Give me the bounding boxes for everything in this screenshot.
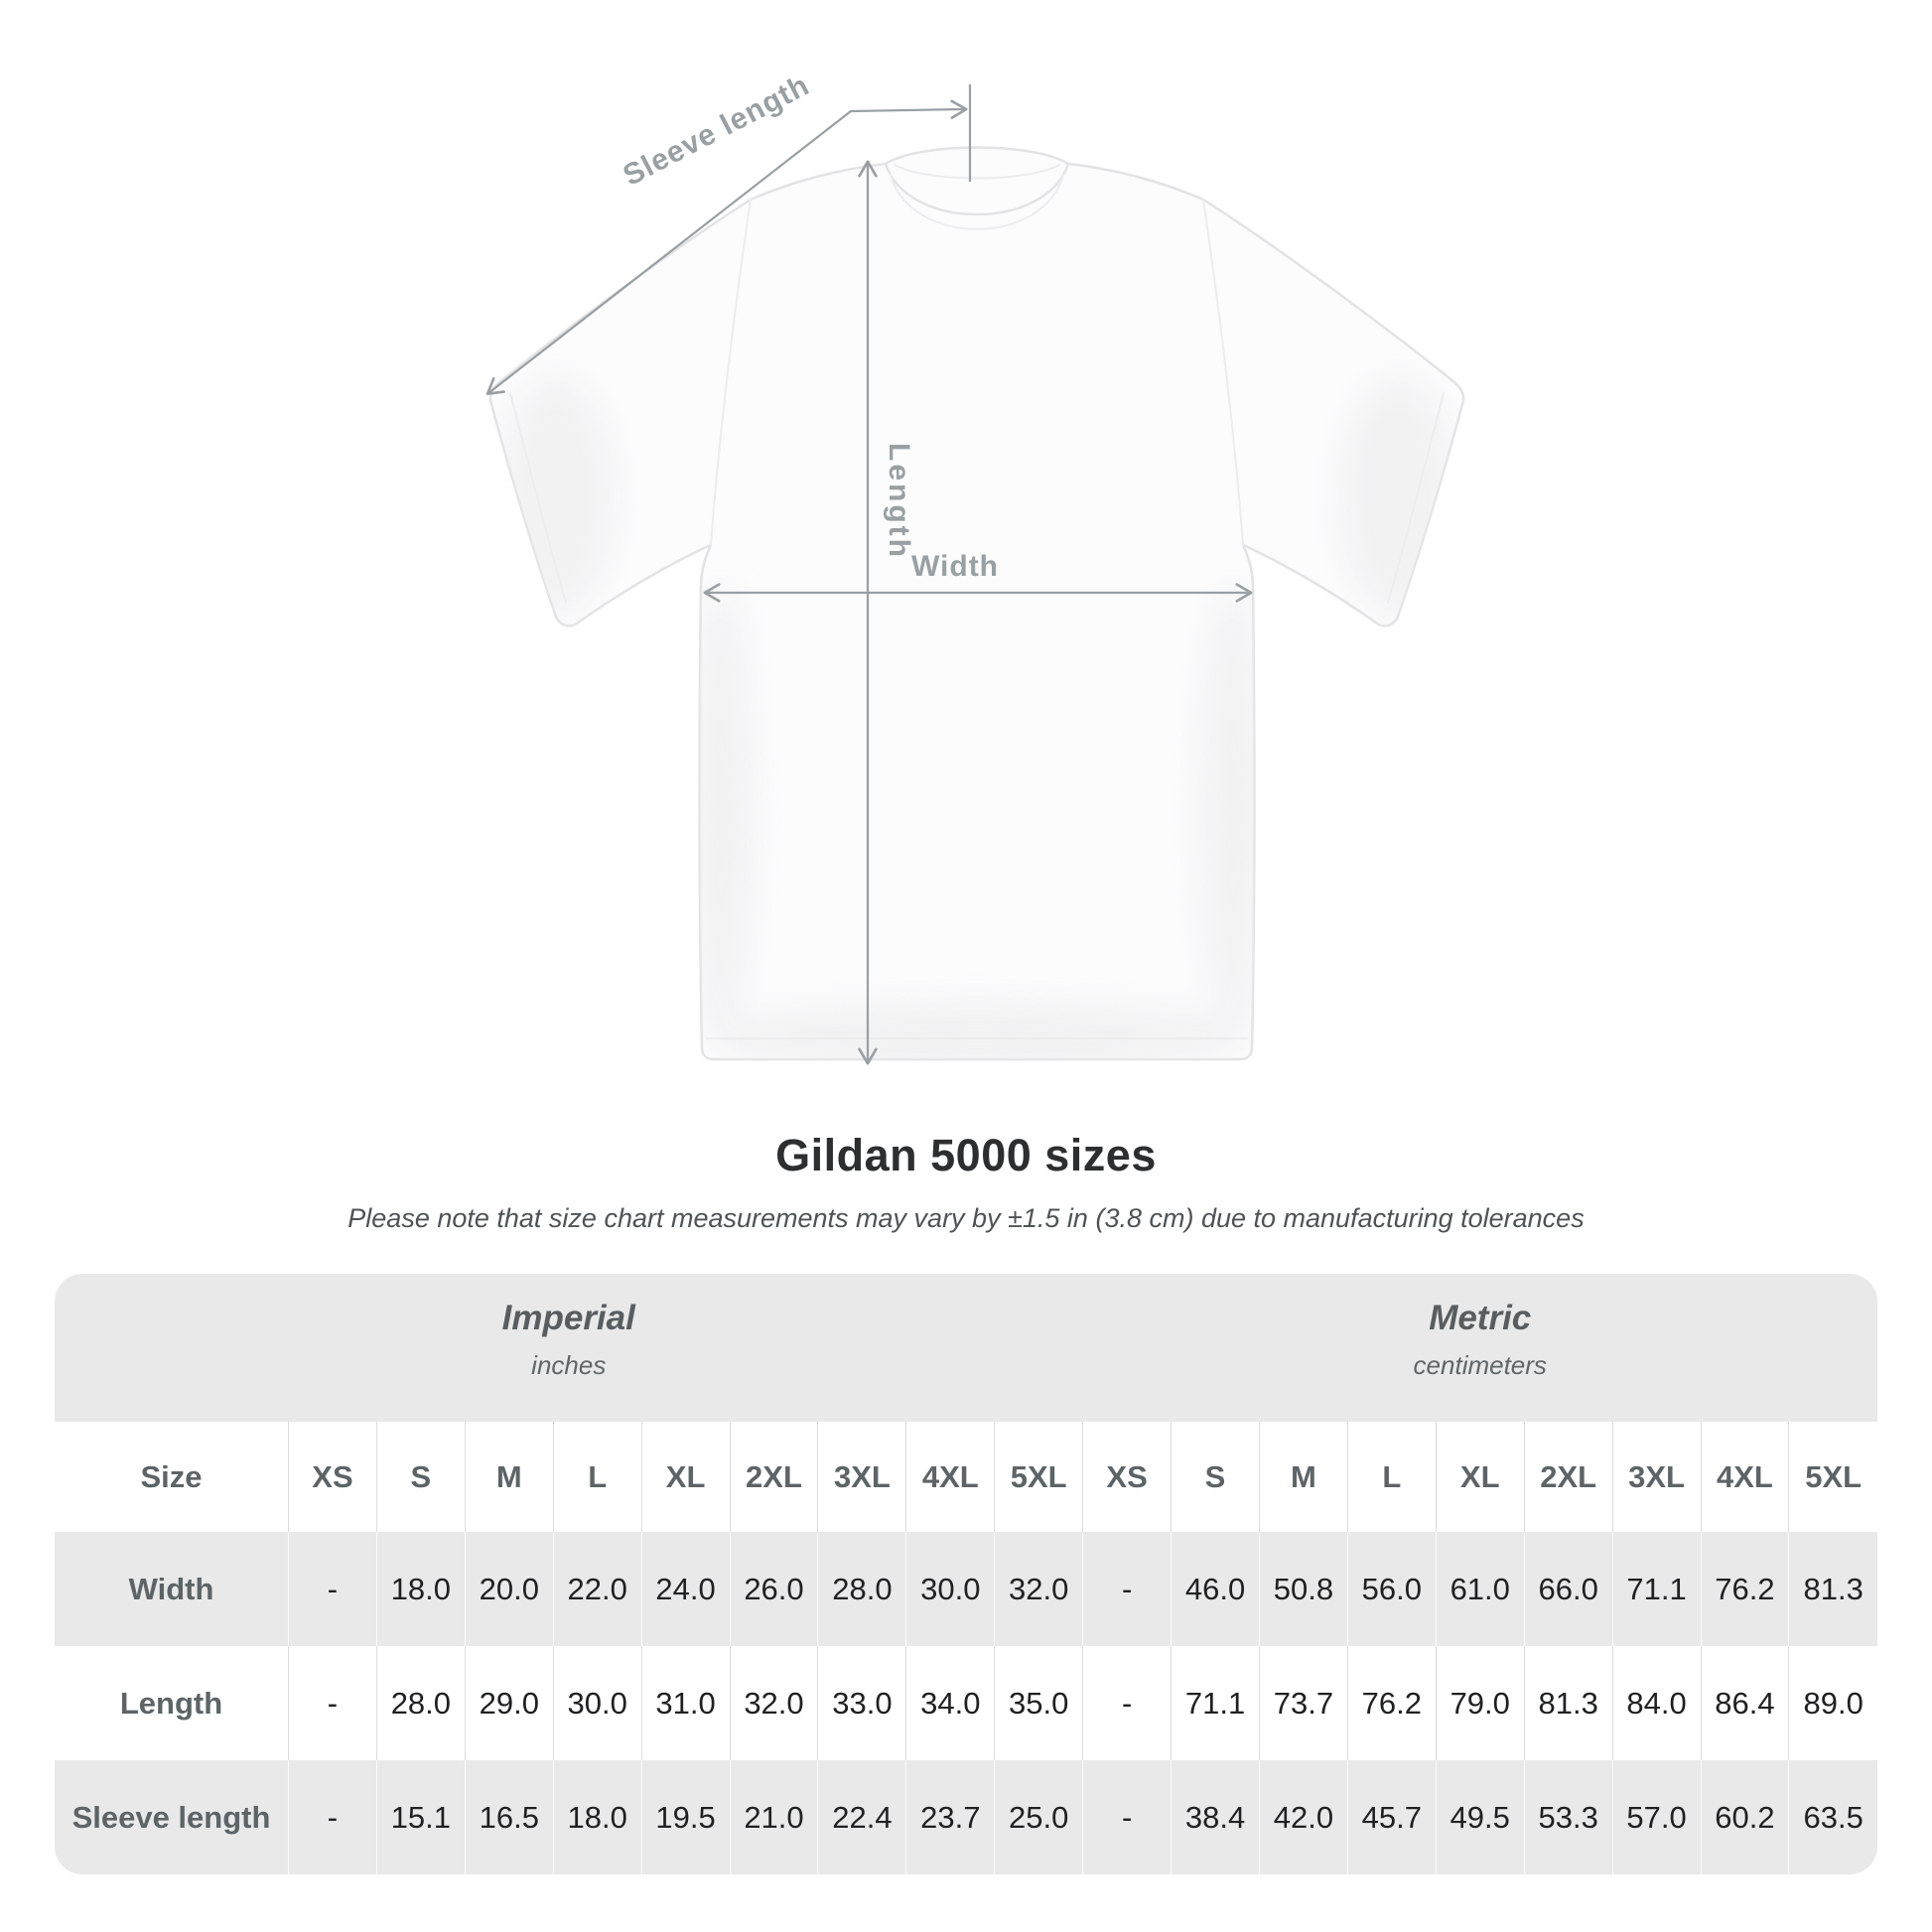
measurement-cell: 45.7 [1347,1760,1436,1874]
measurement-cell: 28.0 [818,1532,906,1646]
measurement-cell: 18.0 [553,1760,641,1874]
imperial-group-title: Imperial [501,1299,635,1337]
measurement-cell: - [1083,1646,1172,1760]
size-header: L [553,1422,641,1532]
size-header: M [1259,1422,1347,1532]
measurement-cell: 81.3 [1524,1646,1612,1760]
measurement-row [55,1532,1877,1646]
measurement-cell: 24.0 [641,1532,730,1646]
tshirt-graphic [490,148,1463,1076]
row-label: Sleeve length [71,1799,271,1835]
measurement-cell: 35.0 [995,1646,1083,1760]
size-header: 4XL [906,1422,995,1532]
measurement-cell: 29.0 [465,1646,553,1760]
measurement-cell: 15.1 [376,1760,465,1874]
size-header: 2XL [1524,1422,1612,1532]
measurement-cell: 79.0 [1436,1646,1524,1760]
measurement-cell: 60.2 [1701,1760,1789,1874]
measurement-cell: 25.0 [995,1760,1083,1874]
measurement-cell: - [1083,1532,1172,1646]
measurement-cell: - [289,1760,377,1874]
measurement-cell: 53.3 [1524,1760,1612,1874]
measurements-table [55,1422,1877,1874]
measurement-cell: 32.0 [995,1532,1083,1646]
measurement-cell: 63.5 [1789,1760,1877,1874]
measurement-cell: 26.0 [730,1532,818,1646]
measurement-cell: 20.0 [465,1532,553,1646]
measurement-cell: 76.2 [1347,1646,1436,1760]
measurement-cell: 32.0 [730,1646,818,1760]
size-header: M [465,1422,553,1532]
size-table-body [55,1532,1877,1874]
unit-group-header-row [55,1274,1877,1422]
metric-group-title: Metric [1429,1299,1532,1337]
imperial-group-unit: inches [531,1350,607,1380]
size-header: S [1172,1422,1260,1532]
measurement-cell: 50.8 [1259,1532,1347,1646]
size-table [55,1274,1877,1874]
size-column-header: Size [140,1458,203,1494]
measurement-cell: 30.0 [906,1532,995,1646]
metric-group-header [1083,1274,1877,1422]
length-label: Length [883,443,915,560]
measurement-cell: 33.0 [818,1646,906,1760]
measurement-cell: 18.0 [376,1532,465,1646]
size-header: XS [289,1422,377,1532]
measurement-cell: 86.4 [1701,1646,1789,1760]
measurement-cell: 61.0 [1436,1532,1524,1646]
measurement-row [55,1646,1877,1760]
measurement-cell: 57.0 [1612,1760,1701,1874]
imperial-group-header [55,1274,1083,1422]
size-header: XL [641,1422,730,1532]
row-label: Width [128,1571,214,1606]
measurement-cell: 71.1 [1612,1532,1701,1646]
size-header: 3XL [1612,1422,1701,1532]
measurement-cell: 23.7 [906,1760,995,1874]
size-header: 5XL [1789,1422,1877,1532]
measurement-cell: 76.2 [1701,1532,1789,1646]
size-header: 5XL [995,1422,1083,1532]
size-header: 4XL [1701,1422,1789,1532]
measurement-cell: 84.0 [1612,1646,1701,1760]
page-title: Gildan 5000 sizes [775,1130,1157,1180]
measurement-cell: 16.5 [465,1760,553,1874]
measurement-cell: 46.0 [1172,1532,1260,1646]
heading-block [0,1130,1932,1234]
measurement-cell: - [289,1532,377,1646]
measurement-cell: 19.5 [641,1760,730,1874]
measurement-cell: 66.0 [1524,1532,1612,1646]
measurement-cell: 73.7 [1259,1646,1347,1760]
size-header: XL [1436,1422,1524,1532]
measurement-cell: 71.1 [1172,1646,1260,1760]
width-label: Width [910,550,1000,583]
sleeve-length-label: Sleeve length [618,69,815,193]
metric-group-unit: centimeters [1413,1350,1547,1380]
measurement-cell: 38.4 [1172,1760,1260,1874]
tolerance-note: Please note that size chart measurements may vary by ±1.5 in (3.8 cm) due to manufacturing tolerances [347,1203,1585,1233]
measurement-cell: 42.0 [1259,1760,1347,1874]
measurement-cell: - [289,1646,377,1760]
measurement-cell: 89.0 [1789,1646,1877,1760]
measurement-cell: - [1083,1760,1172,1874]
row-label: Length [119,1685,223,1721]
size-table-head-row [55,1422,1877,1532]
measurement-row [55,1760,1877,1874]
measurement-cell: 30.0 [553,1646,641,1760]
size-header: XS [1083,1422,1172,1532]
size-header: 3XL [818,1422,906,1532]
measurement-cell: 31.0 [641,1646,730,1760]
measurement-cell: 21.0 [730,1760,818,1874]
measurement-cell: 22.0 [553,1532,641,1646]
measurement-cell: 56.0 [1347,1532,1436,1646]
measurement-cell: 34.0 [906,1646,995,1760]
size-header: L [1347,1422,1436,1532]
tshirt-body [490,148,1463,1060]
size-header: 2XL [730,1422,818,1532]
measurement-cell: 81.3 [1789,1532,1877,1646]
size-header: S [376,1422,465,1532]
measurement-cell: 49.5 [1436,1760,1524,1874]
measurement-cell: 28.0 [376,1646,465,1760]
measurement-cell: 22.4 [818,1760,906,1874]
